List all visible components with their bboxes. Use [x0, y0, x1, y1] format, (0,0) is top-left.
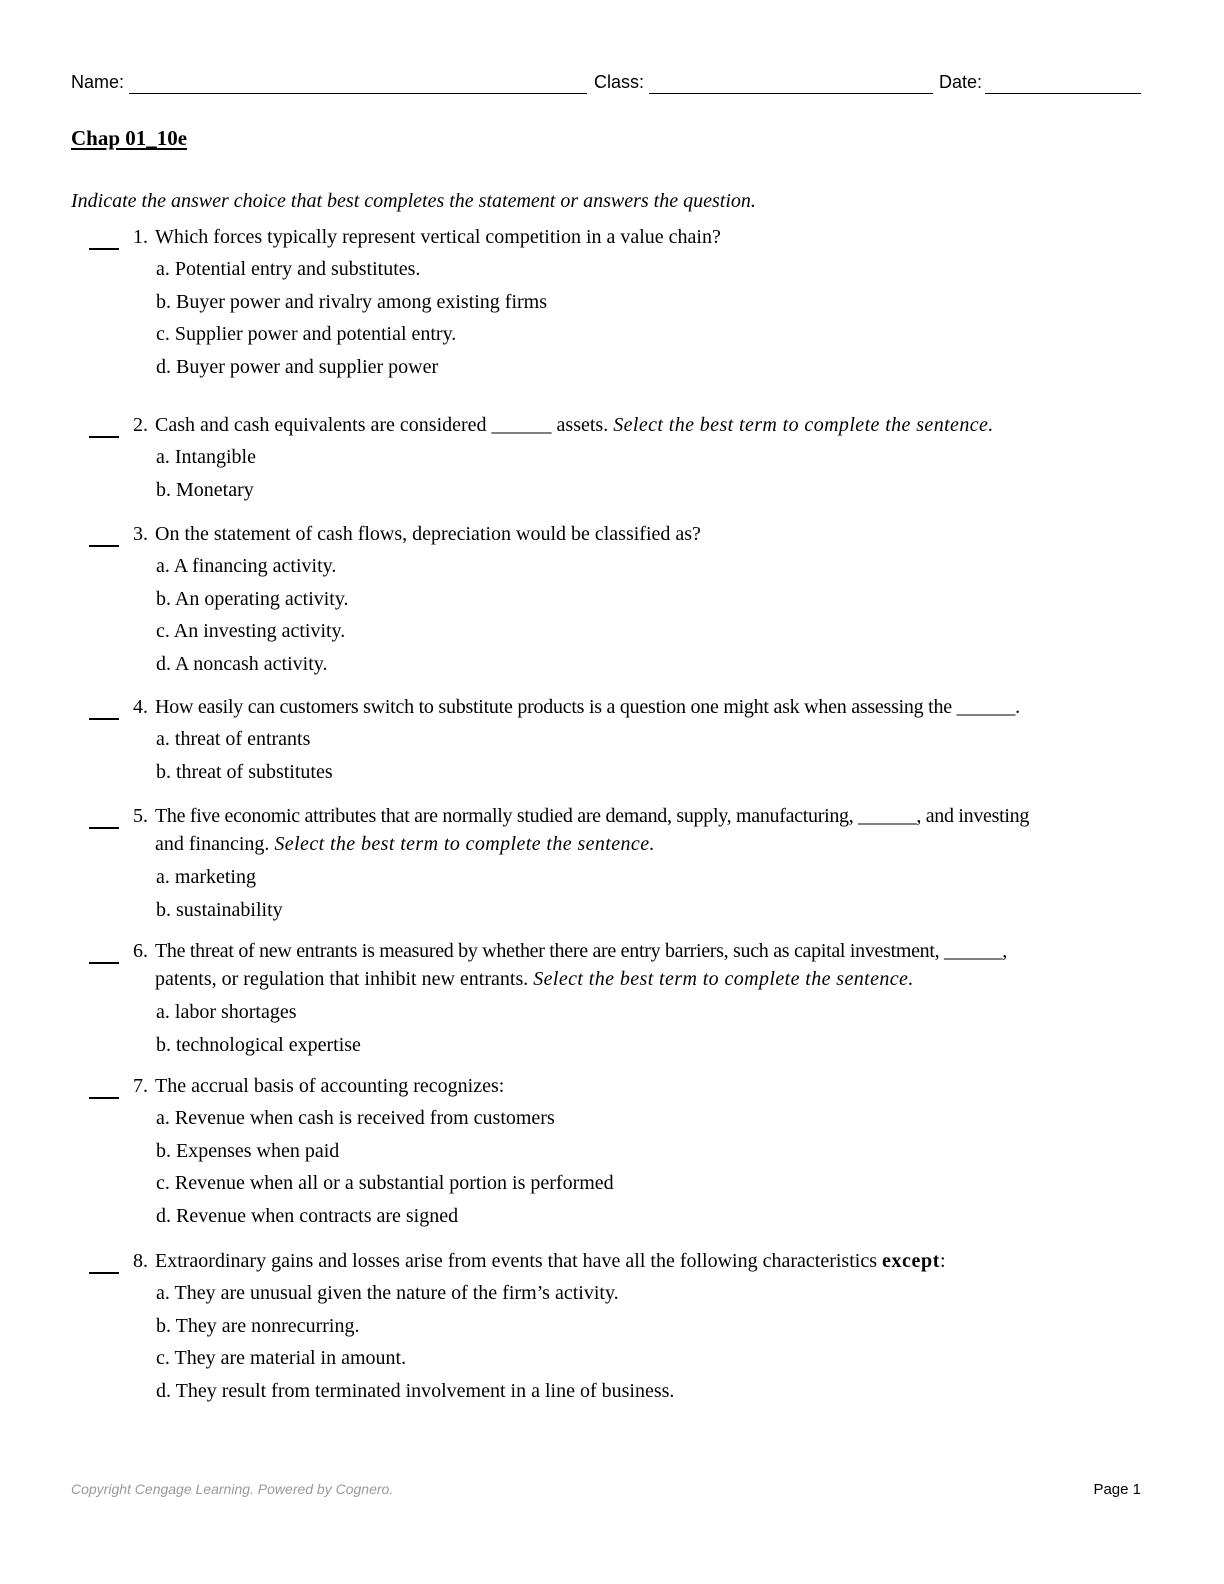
page-number: Page 1 [1093, 1481, 1141, 1498]
option-c: c. They are material in amount. [156, 1347, 407, 1369]
student-info-header [71, 72, 1141, 98]
question-text: The five economic attributes that are normally studied are demand, supply, manufacturing, ______, and investing [155, 805, 1030, 827]
option-b: b. technological expertise [156, 1033, 361, 1056]
question-number: 8. [133, 1250, 148, 1272]
page-title: Chap 01_10e [71, 126, 188, 150]
answer-blank[interactable] [89, 1272, 119, 1274]
question-text: Cash and cash equivalents are considered ______ assets. Select the best term to complete the sentence. [155, 414, 994, 436]
question-number: 2. [133, 414, 148, 436]
question-number: 1. [133, 226, 148, 248]
class-field[interactable] [649, 93, 933, 94]
date-label: Date: [939, 72, 983, 92]
option-a: a. Intangible [156, 446, 256, 468]
option-a: a. They are unusual given the nature of the firm’s activity. [156, 1282, 619, 1304]
option-a: a. Potential entry and substitutes. [156, 258, 421, 280]
option-list [156, 997, 1224, 1062]
option-d: d. Buyer power and supplier power [156, 355, 439, 378]
question-text: How easily can customers switch to substitute products is a question one might ask when assessing the ______. [155, 696, 1020, 718]
name-field[interactable] [129, 93, 587, 94]
answer-blank[interactable] [89, 248, 119, 250]
question-6 [0, 940, 1224, 1062]
question-text: The accrual basis of accounting recognizes: [155, 1075, 505, 1097]
question-text: On the statement of cash flows, depreciation would be classified as? [155, 523, 701, 545]
question-text: Extraordinary gains and losses arise from events that have all the following characteristics except: [155, 1250, 946, 1272]
question-text-continued: patents, or regulation that inhibit new entrants. Select the best term to complete the sentence. [155, 968, 914, 990]
answer-blank[interactable] [89, 718, 119, 720]
option-b: b. They are nonrecurring. [156, 1314, 360, 1337]
option-a: a. threat of entrants [156, 728, 311, 750]
name-label: Name: [71, 72, 125, 92]
class-label: Class: [594, 72, 645, 92]
question-number: 4. [133, 696, 148, 718]
question-2 [0, 414, 1224, 507]
question-hint: Select the best term to complete the sentence. [533, 968, 914, 990]
instructions: Indicate the answer choice that best completes the statement or answers the question. [71, 190, 756, 212]
option-a: a. Revenue when cash is received from customers [156, 1107, 555, 1129]
option-d: d. A noncash activity. [156, 652, 328, 675]
option-b: b. Buyer power and rivalry among existing firms [156, 290, 548, 313]
option-d: d. Revenue when contracts are signed [156, 1204, 459, 1227]
option-list [156, 1278, 1224, 1408]
option-b: b. threat of substitutes [156, 760, 333, 783]
question-number: 5. [133, 805, 148, 827]
copyright-notice: Copyright Cengage Learning. Powered by Cognero. [71, 1481, 394, 1497]
question-8 [0, 1250, 1224, 1408]
option-list [156, 1103, 1224, 1233]
option-list [156, 254, 1224, 384]
option-list [156, 862, 1224, 927]
option-list [156, 724, 1224, 789]
question-4 [0, 696, 1224, 789]
question-5 [0, 805, 1224, 927]
answer-blank[interactable] [89, 827, 119, 829]
option-a: a. A financing activity. [156, 555, 337, 577]
answer-blank[interactable] [89, 962, 119, 964]
answer-blank[interactable] [89, 545, 119, 547]
option-c: c. Revenue when all or a substantial portion is performed [156, 1172, 614, 1194]
option-a: a. labor shortages [156, 1001, 297, 1023]
emphasis-except: except [881, 1250, 940, 1272]
question-3 [0, 523, 1224, 681]
option-c: c. Supplier power and potential entry. [156, 323, 457, 345]
question-text: The threat of new entrants is measured by whether there are entry barriers, such as capital investment, ______, [155, 940, 1007, 962]
option-a: a. marketing [156, 866, 256, 888]
question-text-continued: and financing. Select the best term to complete the sentence. [155, 833, 655, 855]
question-number: 7. [133, 1075, 148, 1097]
option-list [156, 551, 1224, 681]
option-list [156, 442, 1224, 507]
option-b: b. Monetary [156, 478, 254, 501]
question-number: 3. [133, 523, 148, 545]
question-text: Which forces typically represent vertical competition in a value chain? [155, 226, 721, 248]
option-c: c. An investing activity. [156, 620, 346, 642]
question-number: 6. [133, 940, 148, 962]
option-b: b. sustainability [156, 898, 283, 921]
answer-blank[interactable] [89, 436, 119, 438]
question-hint: Select the best term to complete the sentence. [274, 833, 655, 855]
question-7 [0, 1075, 1224, 1233]
option-d: d. They result from terminated involvement in a line of business. [156, 1379, 675, 1402]
question-1 [0, 226, 1224, 384]
option-b: b. Expenses when paid [156, 1139, 340, 1162]
question-hint: Select the best term to complete the sentence. [613, 414, 994, 436]
answer-blank[interactable] [89, 1097, 119, 1099]
option-b: b. An operating activity. [156, 587, 349, 610]
date-field[interactable] [985, 93, 1141, 94]
